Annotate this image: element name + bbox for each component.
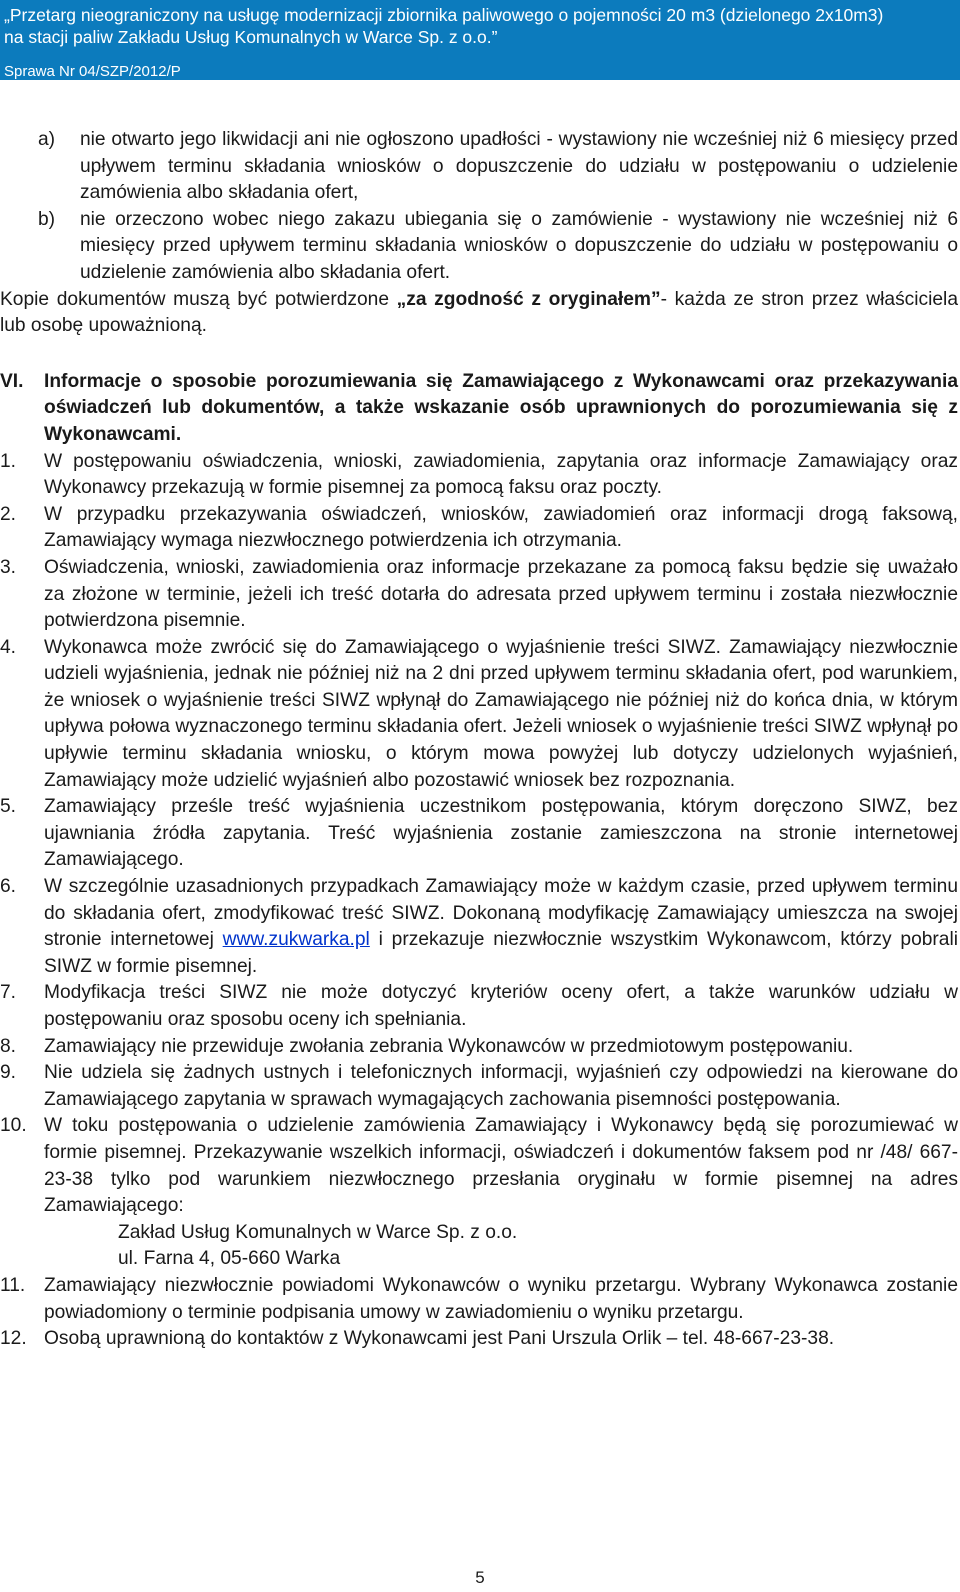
list-item-text: Zamawiający prześle treść wyjaśnienia uczestnikom postępowania, którym doręczono SIWZ, bez ujawniania źródła zapytania. Treść wyjaśnienia zostanie zamieszczona na stronie internetowej Zamawiającego. bbox=[44, 796, 958, 871]
list-item-number: 10. bbox=[0, 1115, 27, 1137]
copies-note-text-end: - każda ze stron przez właściciela lub osobę upoważnioną. bbox=[0, 288, 958, 337]
list-item-8 bbox=[0, 1034, 958, 1061]
page-number: 5 bbox=[475, 1568, 485, 1587]
list-item-number: 2. bbox=[0, 503, 17, 525]
intro-item-text: nie orzeczono wobec niego zakazu ubiegania się o zamówienie - wystawiony nie wcześniej niż 6 miesięcy przed upływem terminu składania wniosków o dopuszczenie do udziału w postępowaniu o udzielenie zamówienia albo składania ofert. bbox=[80, 208, 958, 283]
list-item-text: W przypadku przekazywania oświadczeń, wniosków, zawiadomień oraz informacji drogą faksową, Zamawiający wymaga niezwłocznego potwierdzenia ich otrzymania. bbox=[44, 503, 958, 552]
section-spacer bbox=[0, 340, 958, 369]
list-item-number: 9. bbox=[0, 1062, 17, 1084]
list-item-text-end: i przekazuje niezwłocznie wszystkim Wykonawcom, którzy pobrali SIWZ w formie pisemnej. bbox=[44, 929, 958, 977]
document-header bbox=[0, 0, 960, 80]
list-item-number: 1. bbox=[0, 450, 17, 472]
intro-item-b bbox=[0, 207, 958, 287]
list-item-10 bbox=[0, 1113, 958, 1273]
list-item-number: 11. bbox=[0, 1274, 26, 1296]
list-item-text: Wykonawca może zwrócić się do Zamawiającego o wyjaśnienie treści SIWZ. Zamawiający niezwłocznie udzieli wyjaśnienia, jednak nie później niż na 2 dni przed upływem terminu składania ofert, pod warunkiem, że wniosek o wyjaśnienie treści SIWZ wpłynął do Zamawiającego nie później niż do końca dnia, w którym upływa połowa wyznaczonego terminu składania ofert. Jeżeli wniosek o wyjaśnienie treści SIWZ wpłynął po upływie terminu składania wniosku, o którym mowa powyżej lub dotyczy udzielonych wyjaśnień, Zamawiający może udzielić wyjaśnień albo pozostawić wniosek bez rozpoznania. bbox=[44, 636, 958, 791]
list-item-3 bbox=[0, 555, 958, 635]
list-item-2 bbox=[0, 502, 958, 555]
document-body bbox=[0, 127, 958, 1353]
intro-item-marker: a) bbox=[38, 129, 56, 150]
list-item-text: Nie udziela się żadnych ustnych i telefonicznych informacji, wyjaśnień czy odpowiedzi na kierowane do Zamawiającego zapytania w sprawach wymagających zachowania pisemności postępowania. bbox=[44, 1062, 958, 1110]
list-item-number: 3. bbox=[0, 556, 17, 578]
list-item-12 bbox=[0, 1326, 958, 1353]
list-item-6 bbox=[0, 874, 958, 980]
list-item-9 bbox=[0, 1060, 958, 1113]
list-item-1 bbox=[0, 449, 958, 502]
header-title-line-2: na stacji paliw Zakładu Usług Komunalnych w Warce Sp. z o.o.” bbox=[4, 27, 498, 47]
list-item-4 bbox=[0, 635, 958, 795]
list-item-text: W szczególnie uzasadnionych przypadkach Zamawiający może w każdym czasie, przed upływem terminu do składania ofert, zmodyfikować treść SIWZ. Dokonaną modyfikację Zamawiający umieszcza na swojej stronie internetowej bbox=[44, 876, 958, 951]
list-item-5 bbox=[0, 794, 958, 874]
list-item-number: 5. bbox=[0, 796, 17, 818]
address-line-1: Zakład Usług Komunalnych w Warce Sp. z o.o. bbox=[118, 1221, 518, 1243]
copies-note-text: Kopie dokumentów muszą być potwierdzone bbox=[0, 288, 397, 310]
list-item-text: W postępowaniu oświadczenia, wnioski, zawiadomienia, zapytania oraz informacje Zamawiający oraz Wykonawcy przekazują w formie pisemnej za pomocą faksu oraz poczty. bbox=[44, 450, 958, 499]
intro-item-text: nie otwarto jego likwidacji ani nie ogłoszono upadłości - wystawiony nie wcześniej niż 6 miesięcy przed upływem terminu składania wniosków o dopuszczenie do udziału w postępowaniu o udzielenie zamówienia albo składania ofert, bbox=[80, 129, 958, 204]
section-number: VI. bbox=[0, 370, 24, 392]
copies-note bbox=[0, 287, 958, 340]
intro-item-a bbox=[0, 127, 958, 207]
intro-item-marker: b) bbox=[38, 208, 56, 230]
list-item-text: Zamawiający niezwłocznie powiadomi Wykonawców o wyniku przetargu. Wybrany Wykonawca zostanie powiadomiony o terminie podpisania umowy w zawiadomieniu o wyniku przetargu. bbox=[44, 1274, 958, 1323]
list-item-text: Modyfikacja treści SIWZ nie może dotyczyć kryteriów oceny ofert, a także warunków udziału w postępowaniu oraz sposobu oceny ich spełniania. bbox=[44, 982, 958, 1030]
list-item-number: 12. bbox=[0, 1328, 27, 1350]
address-line-2: ul. Farna 4, 05-660 Warka bbox=[118, 1248, 341, 1270]
header-case-number: Sprawa Nr 04/SZP/2012/P bbox=[4, 63, 181, 80]
website-link[interactable]: www.zukwarka.pl bbox=[222, 929, 370, 951]
section-heading bbox=[0, 369, 958, 449]
list-item-text: Zamawiający nie przewiduje zwołania zebrania Wykonawców w przedmiotowym postępowaniu. bbox=[44, 1035, 854, 1057]
copies-note-emphasis: „za zgodność z oryginałem” bbox=[396, 288, 661, 310]
list-item-text: Oświadczenia, wnioski, zawiadomienia oraz informacje przekazane za pomocą faksu będzie się uważało za złożone w terminie, jeżeli ich treść dotarła do adresata przed upływem terminu i została niezwłocznie potwierdzona pisemnie. bbox=[44, 556, 958, 632]
list-item-11 bbox=[0, 1273, 958, 1326]
list-item-number: 4. bbox=[0, 636, 17, 658]
list-item-number: 6. bbox=[0, 876, 17, 898]
list-item-text: W toku postępowania o udzielenie zamówienia Zamawiający i Wykonawcy będą się porozumiewać w formie pisemnej. Przekazywanie wszelkich informacji, oświadczeń i dokumentów faksem pod nr /48/ 667-23-38 tylko pod warunkiem niezwłocznego przesłania oryginału w formie pisemnej na adres Zamawiającego: bbox=[44, 1115, 958, 1217]
list-item-7 bbox=[0, 980, 958, 1033]
header-title-line-1: „Przetarg nieograniczony na usługę modernizacji zbiornika paliwowego o pojemności 20 m3 (dzielonego 2x10m3) bbox=[4, 5, 884, 25]
list-item-number: 7. bbox=[0, 982, 17, 1004]
list-item-text: Osobą uprawnioną do kontaktów z Wykonawcami jest Pani Urszula Orlik – tel. 48-667-23-38. bbox=[44, 1328, 835, 1350]
list-item-number: 8. bbox=[0, 1035, 17, 1057]
section-title: Informacje o sposobie porozumiewania się Zamawiającego z Wykonawcami oraz przekazywania oświadczeń lub dokumentów, a także wskazanie osób uprawnionych do porozumiewania się z Wykonawcami. bbox=[44, 370, 958, 445]
